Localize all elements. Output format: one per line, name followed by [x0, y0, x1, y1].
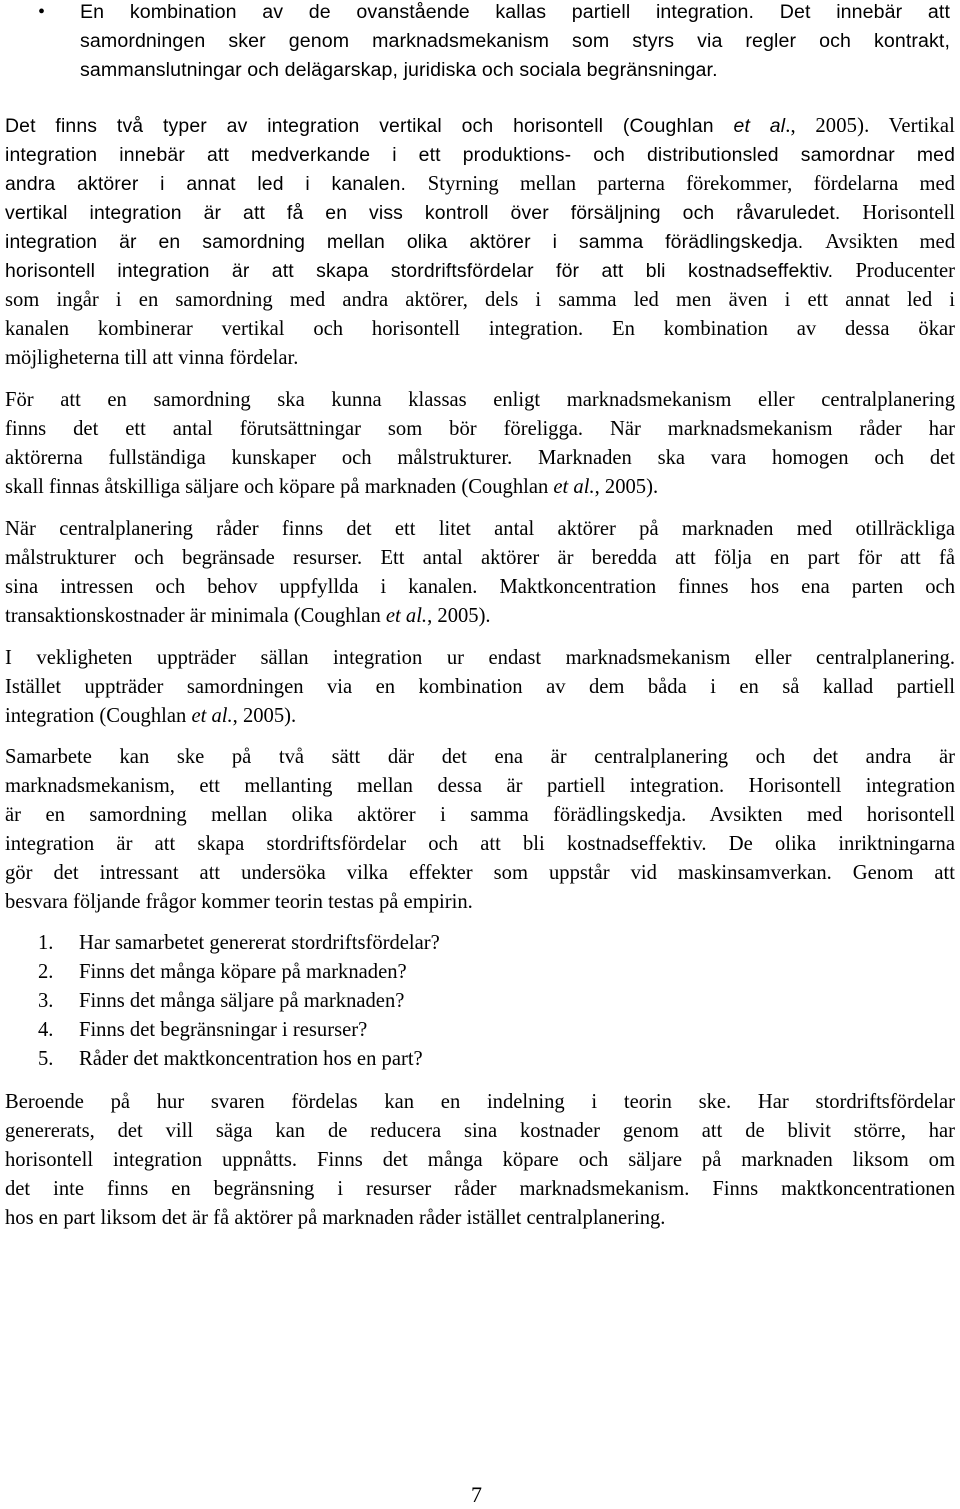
list-text: Råder det maktkoncentration hos en part?: [79, 1048, 423, 1070]
text-line: Det finns två typer av integration vertikal och horisontell (Coughlan et al., 2005). Vertikal: [5, 115, 955, 137]
list-number: 5.: [38, 1048, 54, 1070]
text-line: integration innebär att medverkande i ett produktions- och distributionsled samordnar med: [5, 144, 955, 166]
list-text: Finns det många köpare på marknaden?: [79, 961, 407, 983]
text-line: I vekligheten uppträder sällan integration ur endast marknadsmekanism eller centralplanering.: [5, 647, 955, 669]
paragraph-market-mechanism: [5, 386, 955, 502]
text-line: målstrukturer och begränsade resurser. Ett antal aktörer är beredda att följa en part för att få: [5, 547, 955, 569]
text-line: det inte finns en begränsning i resurser råder marknadsmekanism. Finns maktkoncentrationen: [5, 1178, 955, 1200]
list-item: [38, 1016, 638, 1045]
list-number: 4.: [38, 1019, 54, 1041]
paragraph-cooperation: [5, 743, 955, 917]
paragraph-integration-types: [5, 112, 955, 373]
text-line: transaktionskostnader är minimala (Coughlan et al., 2005).: [5, 605, 491, 627]
list-number: 1.: [38, 932, 54, 954]
text-line: Samarbete kan ske på två sätt där det ena är centralplanering och det andra är: [5, 746, 955, 768]
text-line: horisontell integration uppnåtts. Finns det många köpare och säljare på marknaden liksom om: [5, 1149, 955, 1171]
text-line: vertikal integration är att få en viss kontroll över försäljning och råvaruledet. Horisontell: [5, 202, 955, 224]
text-line: Beroende på hur svaren fördelas kan en indelning i teorin ske. Har stordriftsfördelar: [5, 1091, 955, 1113]
text-line: integration är att skapa stordriftsfördelar och att bli kostnadseffektiv. De olika inriktningarna: [5, 833, 955, 855]
paragraph-central-planning: [5, 515, 955, 631]
bullet-text: [80, 0, 950, 85]
text-line: marknadsmekanism, ett mellanting mellan dessa är partiell integration. Horisontell integration: [5, 775, 955, 797]
text-line: Istället uppträder samordningen via en kombination av dem båda i en så kallad partiell: [5, 676, 955, 698]
question-list: [38, 929, 638, 1074]
text-line: som ingår i en samordning med andra aktörer, dels i samma led men även i ett annat led i: [5, 289, 955, 311]
bullet-mark: •: [38, 1, 46, 23]
text-line: kanalen kombinerar vertikal och horisontell integration. En kombination av dessa ökar: [5, 318, 955, 340]
text-line: När centralplanering råder finns det ett litet antal aktörer på marknaden med otillräckliga: [5, 518, 955, 540]
text-line: integration (Coughlan et al., 2005).: [5, 705, 297, 727]
list-item: [38, 929, 638, 958]
text-line: integration är en samordning mellan olika aktörer i samma förädlingskedja. Avsikten med: [5, 231, 955, 253]
text-line: En kombination av de ovanstående kallas partiell integration. Det innebär att: [80, 1, 950, 23]
paragraph-reality: [5, 644, 955, 731]
list-item: [38, 1045, 638, 1074]
text-line: gör det intressant att undersöka vilka effekter som uppstår vid maskinsamverkan. Genom att: [5, 862, 955, 884]
text-line: besvara följande frågor kommer teorin testas på empirin.: [5, 891, 473, 913]
list-number: 3.: [38, 990, 54, 1012]
list-text: Finns det många säljare på marknaden?: [79, 990, 405, 1012]
paragraph-conclusion: [5, 1088, 955, 1233]
text-line: genererats, det vill säga kan de reducera sina kostnader genom att de blivit större, har: [5, 1120, 955, 1142]
text-line: För att en samordning ska kunna klassas enligt marknadsmekanism eller centralplanering: [5, 389, 955, 411]
text-line: sammanslutningar och delägarskap, juridiska och sociala begränsningar.: [80, 59, 718, 81]
text-line: finns det ett antal förutsättningar som bör föreligga. När marknadsmekanism råder har: [5, 418, 955, 440]
text-line: samordningen sker genom marknadsmekanism som styrs via regler och kontrakt,: [80, 30, 950, 52]
text-line: hos en part liksom det är få aktörer på marknaden råder istället centralplanering.: [5, 1207, 666, 1229]
text-line: sina intressen och behov uppfyllda i kanalen. Maktkoncentration finnes hos ena parten och: [5, 576, 955, 598]
text-line: horisontell integration är att skapa stordriftsfördelar för att bli kostnadseffektiv. Producenter: [5, 260, 955, 282]
list-number: 2.: [38, 961, 54, 983]
page-number: 7: [471, 1482, 482, 1507]
text-line: möjligheterna till att vinna fördelar.: [5, 347, 299, 369]
text-line: andra aktörer i annat led i kanalen. Styrning mellan parterna förekommer, fördelarna med: [5, 173, 955, 195]
text-line: aktörerna fullständiga kunskaper och målstrukturer. Marknaden ska vara homogen och det: [5, 447, 955, 469]
list-item: [38, 987, 638, 1016]
list-text: Har samarbetet genererat stordriftsfördelar?: [79, 932, 440, 954]
list-text: Finns det begränsningar i resurser?: [79, 1019, 368, 1041]
text-line: är en samordning mellan olika aktörer i samma förädlingskedja. Avsikten med horisontell: [5, 804, 955, 826]
text-line: skall finnas åtskilliga säljare och köpare på marknaden (Coughlan et al., 2005).: [5, 476, 659, 498]
list-item: [38, 958, 638, 987]
